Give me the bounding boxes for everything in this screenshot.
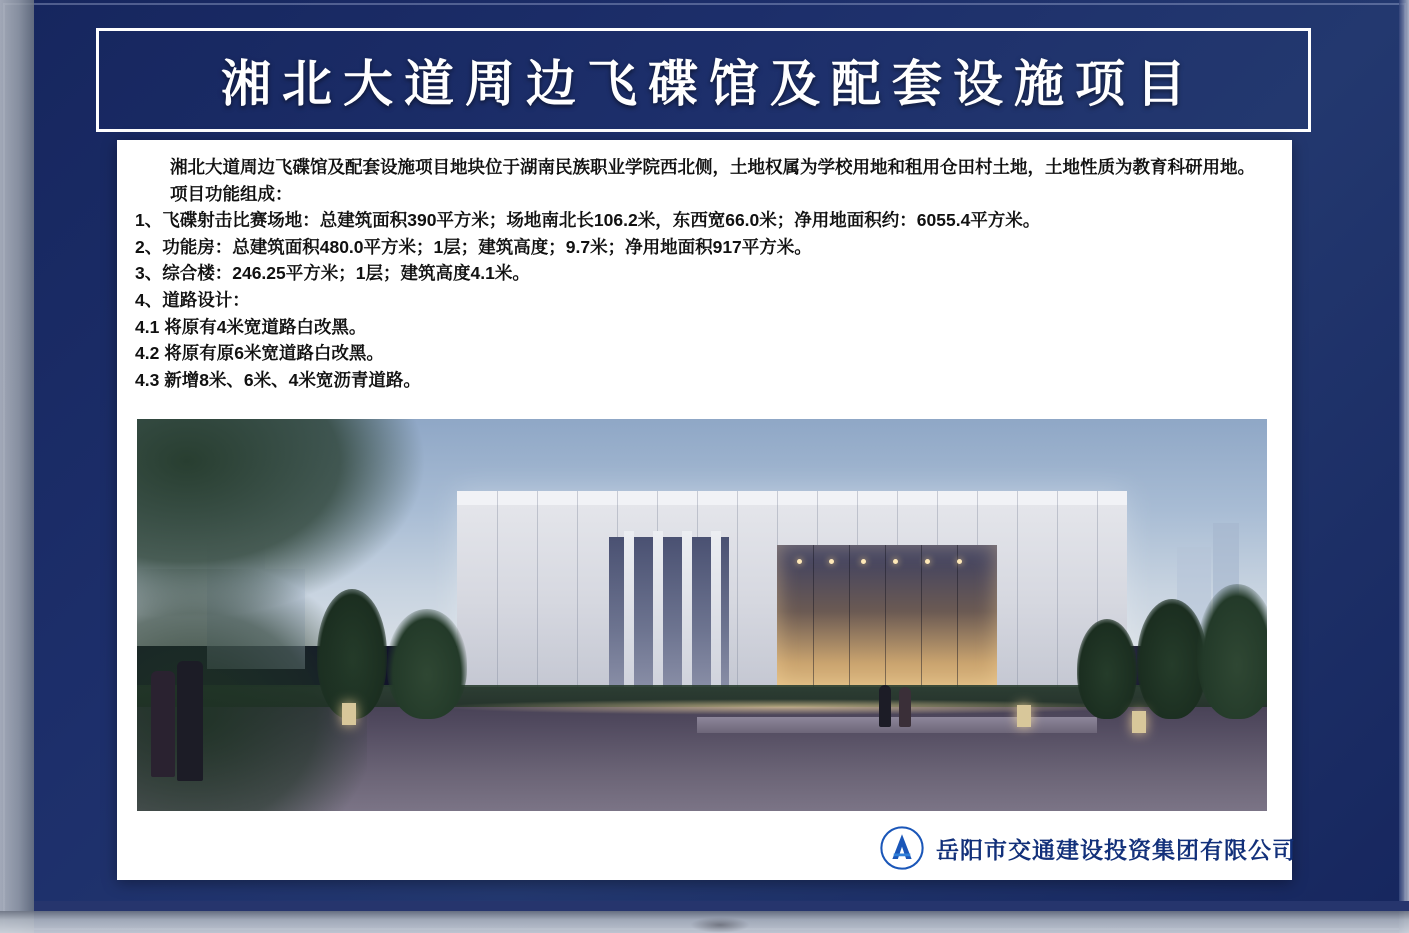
facade-fin: [711, 531, 721, 693]
light-bollard: [1017, 705, 1031, 727]
project-description: [135, 154, 1274, 393]
tree: [1077, 619, 1137, 719]
tree: [1197, 584, 1267, 719]
right-edge-highlight: [1399, 0, 1409, 933]
person-figure: [899, 687, 911, 727]
facade-fin: [624, 531, 634, 693]
company-name: 岳阳市交通建设投资集团有限公司: [936, 836, 1296, 863]
function-item-4: 4、道路设计：: [135, 289, 250, 310]
description-intro: 湘北大道周边飞碟馆及配套设施项目地块位于湖南民族职业学院西北侧，土地权属为学校用地和租用仓田村土地，土地性质为教育科研用地。: [170, 157, 1255, 177]
functions-heading: 项目功能组成：: [170, 183, 293, 204]
function-item-2: 2、功能房：总建筑面积480.0平方米；1层；建筑高度；9.7米；净用地面积917平方米。: [135, 236, 812, 257]
entrance-steps: [697, 717, 1097, 733]
entrance-light-reflection: [437, 699, 1137, 715]
light-bollard: [342, 703, 356, 725]
function-item-1: 1、飞碟射击比赛场地：总建筑面积390平方米；场地南北长106.2米，东西宽66.0米；净用地面积约：6055.4平方米。: [135, 210, 1041, 231]
bottom-board-edge: [34, 901, 1409, 911]
ceiling-lights: [777, 559, 997, 563]
light-bollard: [1132, 711, 1146, 733]
company-logo-icon: [880, 826, 924, 870]
footer-branding: [880, 826, 1296, 870]
page-title: 湘北大道周边飞碟馆及配套设施项目: [221, 56, 1197, 112]
glass-atrium-entrance: [777, 545, 997, 693]
person-figure: [879, 685, 891, 727]
person-figure: [151, 671, 175, 777]
building-rendering-image: [137, 419, 1267, 811]
facade-fin: [653, 531, 663, 693]
person-figure: [177, 661, 203, 781]
left-wall-edge: [0, 0, 34, 933]
poster-title-frame: [96, 28, 1311, 132]
function-item-4-2: 4.2 将原有原6米宽道路白改黑。: [135, 343, 384, 364]
function-item-4-3: 4.3 新增8米、6米、4米宽沥青道路。: [135, 369, 421, 390]
function-item-4-1: 4.1 将原有4米宽道路白改黑。: [135, 316, 367, 337]
tree: [387, 609, 467, 719]
floor-shadow: [690, 917, 750, 933]
function-item-3: 3、综合楼：246.25平方米；1层；建筑高度4.1米。: [135, 263, 530, 284]
facade-fin: [682, 531, 692, 693]
